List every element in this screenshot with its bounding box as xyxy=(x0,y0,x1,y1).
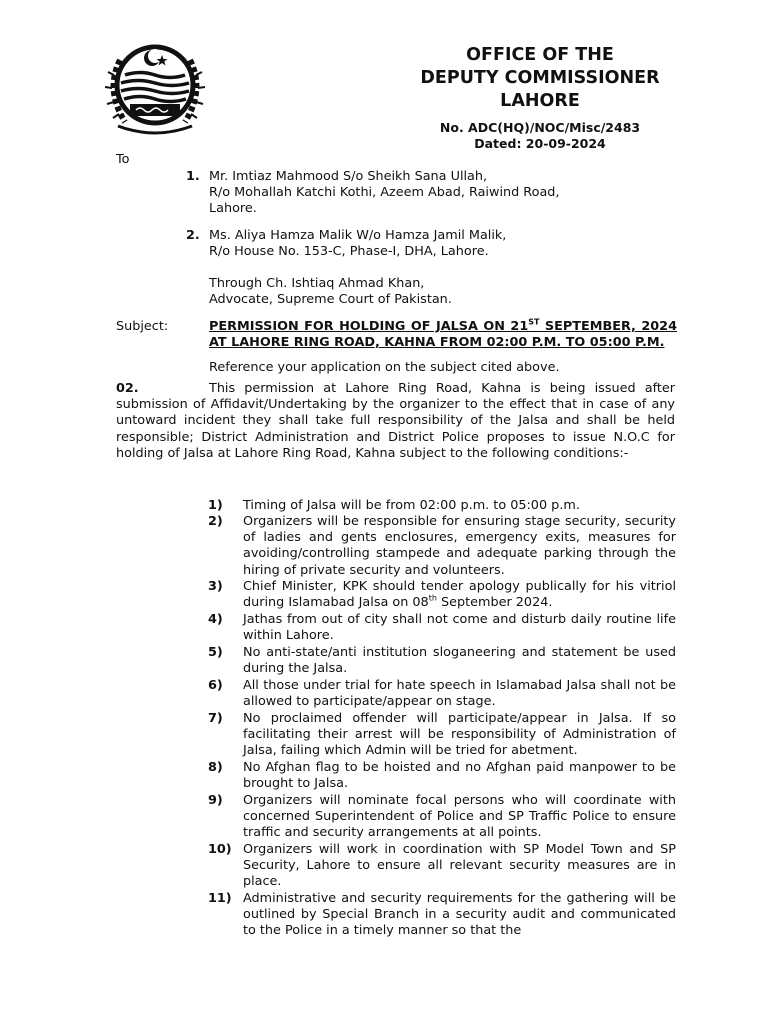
condition-number: 5) xyxy=(208,645,223,660)
condition-text: Organizers will nominate focal persons who will coordinate with concerned Superintendent of Police and SP Traffic Police to ensure traffic and security arrangements at all points. xyxy=(243,793,676,841)
subject-text-part: PERMISSION FOR HOLDING OF JALSA ON 21 xyxy=(209,319,529,334)
condition-number: 11) xyxy=(208,891,232,906)
condition-number: 7) xyxy=(208,711,223,726)
condition-text-part: Chief Minister, KPK should tender apology publically for his vitriol during Islamabad Jalsa on 08 xyxy=(243,579,676,611)
to-label: To xyxy=(116,152,130,167)
condition-item xyxy=(208,678,676,710)
addressee-address-line: R/o House No. 153-C, Phase-I, DHA, Lahore. xyxy=(209,244,489,259)
condition-text: Administrative and security requirements for the gathering will be outlined by Special Branch in a security audit and communicated to the Police in a timely manner so that the xyxy=(243,891,676,939)
reference-line: Reference your application on the subject cited above. xyxy=(209,360,560,375)
condition-item xyxy=(208,579,676,611)
condition-item xyxy=(208,793,676,842)
subject-superscript: ST xyxy=(528,317,540,327)
condition-number: 6) xyxy=(208,678,223,693)
condition-item xyxy=(208,711,676,760)
condition-number: 1) xyxy=(208,498,223,513)
condition-item xyxy=(208,760,676,792)
addressee-address-line: Ms. Aliya Hamza Malik W/o Hamza Jamil Malik, xyxy=(209,228,507,243)
subject-label: Subject: xyxy=(116,319,169,334)
condition-item xyxy=(208,891,676,940)
condition-item xyxy=(208,612,676,644)
condition-item xyxy=(208,498,676,514)
office-title-line1: OFFICE OF THE xyxy=(466,45,614,65)
addressee-number: 2. xyxy=(186,228,200,243)
office-title-line2: DEPUTY COMMISSIONER xyxy=(420,68,660,88)
punjab-emblem-logo xyxy=(100,30,210,140)
addressee-address-line: Lahore. xyxy=(209,201,257,216)
condition-text: Organizers will work in coordination with SP Model Town and SP Security, Lahore to ensure all relevant security measures are in place. xyxy=(243,842,676,890)
through-line: Through Ch. Ishtiaq Ahmad Khan, xyxy=(209,276,425,291)
addressee-address-line: Mr. Imtiaz Mahmood S/o Sheikh Sana Ullah, xyxy=(209,169,488,184)
addressee-number: 1. xyxy=(186,169,200,184)
condition-text xyxy=(243,579,676,611)
letter-date: Dated: 20-09-2024 xyxy=(474,136,606,151)
condition-text: Organizers will be responsible for ensuring stage security, security of ladies and gents enclosures, emergency exits, measures for avoiding/controlling stampede and adequate parking through the hiring of private security and volunteers. xyxy=(243,514,676,578)
reference-number: No. ADC(HQ)/NOC/Misc/2483 xyxy=(439,120,641,135)
office-title-line3: LAHORE xyxy=(500,91,580,111)
condition-superscript: th xyxy=(428,593,437,603)
subject-text-part: SEPTEMBER, 2024 AT LAHORE RING ROAD, KAHNA FROM 02:00 P.M. TO 05:00 P.M. xyxy=(209,319,677,351)
condition-item xyxy=(208,842,676,891)
paragraph-number: 02. xyxy=(116,381,139,396)
subject-text xyxy=(209,319,677,351)
condition-number: 8) xyxy=(208,760,223,775)
condition-item xyxy=(208,514,676,579)
condition-number: 10) xyxy=(208,842,232,857)
condition-text: No Afghan flag to be hoisted and no Afghan paid manpower to be brought to Jalsa. xyxy=(243,760,676,792)
condition-text: Jathas from out of city shall not come and disturb daily routine life within Lahore. xyxy=(243,612,676,644)
condition-text: No proclaimed offender will participate/appear in Jalsa. If so facilitating their arrest will be responsibility of Administration of Jalsa, failing which Admin will be tried for abetment. xyxy=(243,711,676,759)
condition-text-part: September 2024. xyxy=(436,595,553,611)
through-line: Advocate, Supreme Court of Pakistan. xyxy=(209,292,452,307)
condition-number: 2) xyxy=(208,514,223,529)
condition-number: 4) xyxy=(208,612,223,627)
condition-text: No anti-state/anti institution sloganeering and statement be used during the Jalsa. xyxy=(243,645,676,677)
addressee-address-line: R/o Mohallah Katchi Kothi, Azeem Abad, Raiwind Road, xyxy=(209,185,560,200)
condition-number: 3) xyxy=(208,579,223,594)
condition-item xyxy=(208,645,676,677)
paragraph-02 xyxy=(116,381,675,462)
condition-text: All those under trial for hate speech in Islamabad Jalsa shall not be allowed to participate/appear on stage. xyxy=(243,678,676,710)
paragraph-02-text: This permission at Lahore Ring Road, Kahna is being issued after submission of Affidavit/Undertaking by the organizer to the effect that in case of any untoward incident they shall take full responsibility of the Jalsa and shall be held responsible; District Administration and District Police proposes to issue N.O.C for holding of Jalsa at Lahore Ring Road, Kahna subject to the following conditions:- xyxy=(116,381,675,461)
condition-text: Timing of Jalsa will be from 02:00 p.m. to 05:00 p.m. xyxy=(243,498,580,513)
condition-number: 9) xyxy=(208,793,223,808)
